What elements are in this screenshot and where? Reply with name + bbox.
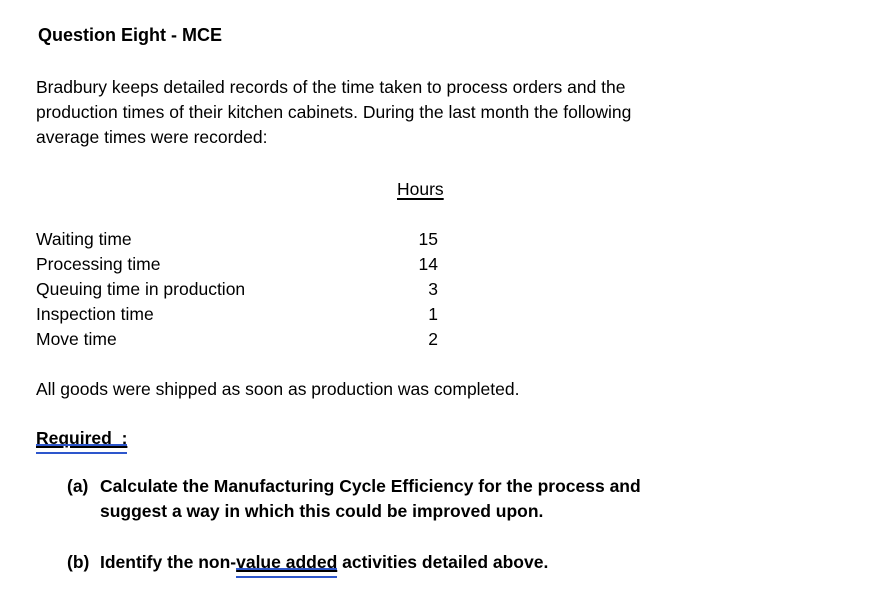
required-heading: [36, 426, 842, 451]
row-label: Queuing time in production: [36, 279, 246, 299]
row-value: 2: [428, 329, 438, 349]
table-row: [36, 302, 438, 327]
table-row: [36, 227, 438, 252]
question-b: [67, 550, 842, 575]
hours-column-header: Hours: [397, 179, 444, 199]
row-label: Move time: [36, 329, 117, 349]
row-value: 3: [428, 279, 438, 299]
intro-line-2: production times of their kitchen cabinets. During the last month the following: [36, 102, 632, 122]
row-value: 1: [428, 304, 438, 324]
intro-line-1: Bradbury keeps detailed records of the time taken to process orders and the: [36, 77, 626, 97]
row-label: Inspection time: [36, 304, 154, 324]
question-a-line-2: suggest a way in which this could be improved upon.: [100, 501, 544, 521]
table-row: [36, 327, 438, 352]
question-b-marker: (b): [67, 552, 90, 572]
row-value: 14: [418, 254, 438, 274]
intro-paragraph: [36, 75, 842, 150]
hours-column-header-row: [36, 177, 842, 202]
page-title: Question Eight - MCE: [38, 25, 222, 45]
table-row: [36, 277, 438, 302]
row-label: Processing time: [36, 254, 161, 274]
question-a-marker: (a): [67, 476, 89, 496]
row-label: Waiting time: [36, 229, 132, 249]
question-a-text: [100, 474, 842, 524]
question-b-text-after: activities detailed above.: [337, 552, 549, 572]
row-value: 15: [418, 229, 438, 249]
intro-line-3: average times were recorded:: [36, 127, 268, 147]
hours-table: [36, 227, 438, 352]
question-b-text: [100, 550, 842, 575]
question-b-underlined-phrase: value added: [236, 552, 338, 572]
question-a: [67, 474, 842, 524]
table-row: [36, 252, 438, 277]
question-a-line-1: Calculate the Manufacturing Cycle Efficiency for the process and: [100, 476, 641, 496]
required-label: Required :: [36, 428, 128, 448]
question-b-text-before: Identify the non-: [100, 552, 237, 572]
shipping-note: All goods were shipped as soon as production was completed.: [36, 379, 520, 399]
